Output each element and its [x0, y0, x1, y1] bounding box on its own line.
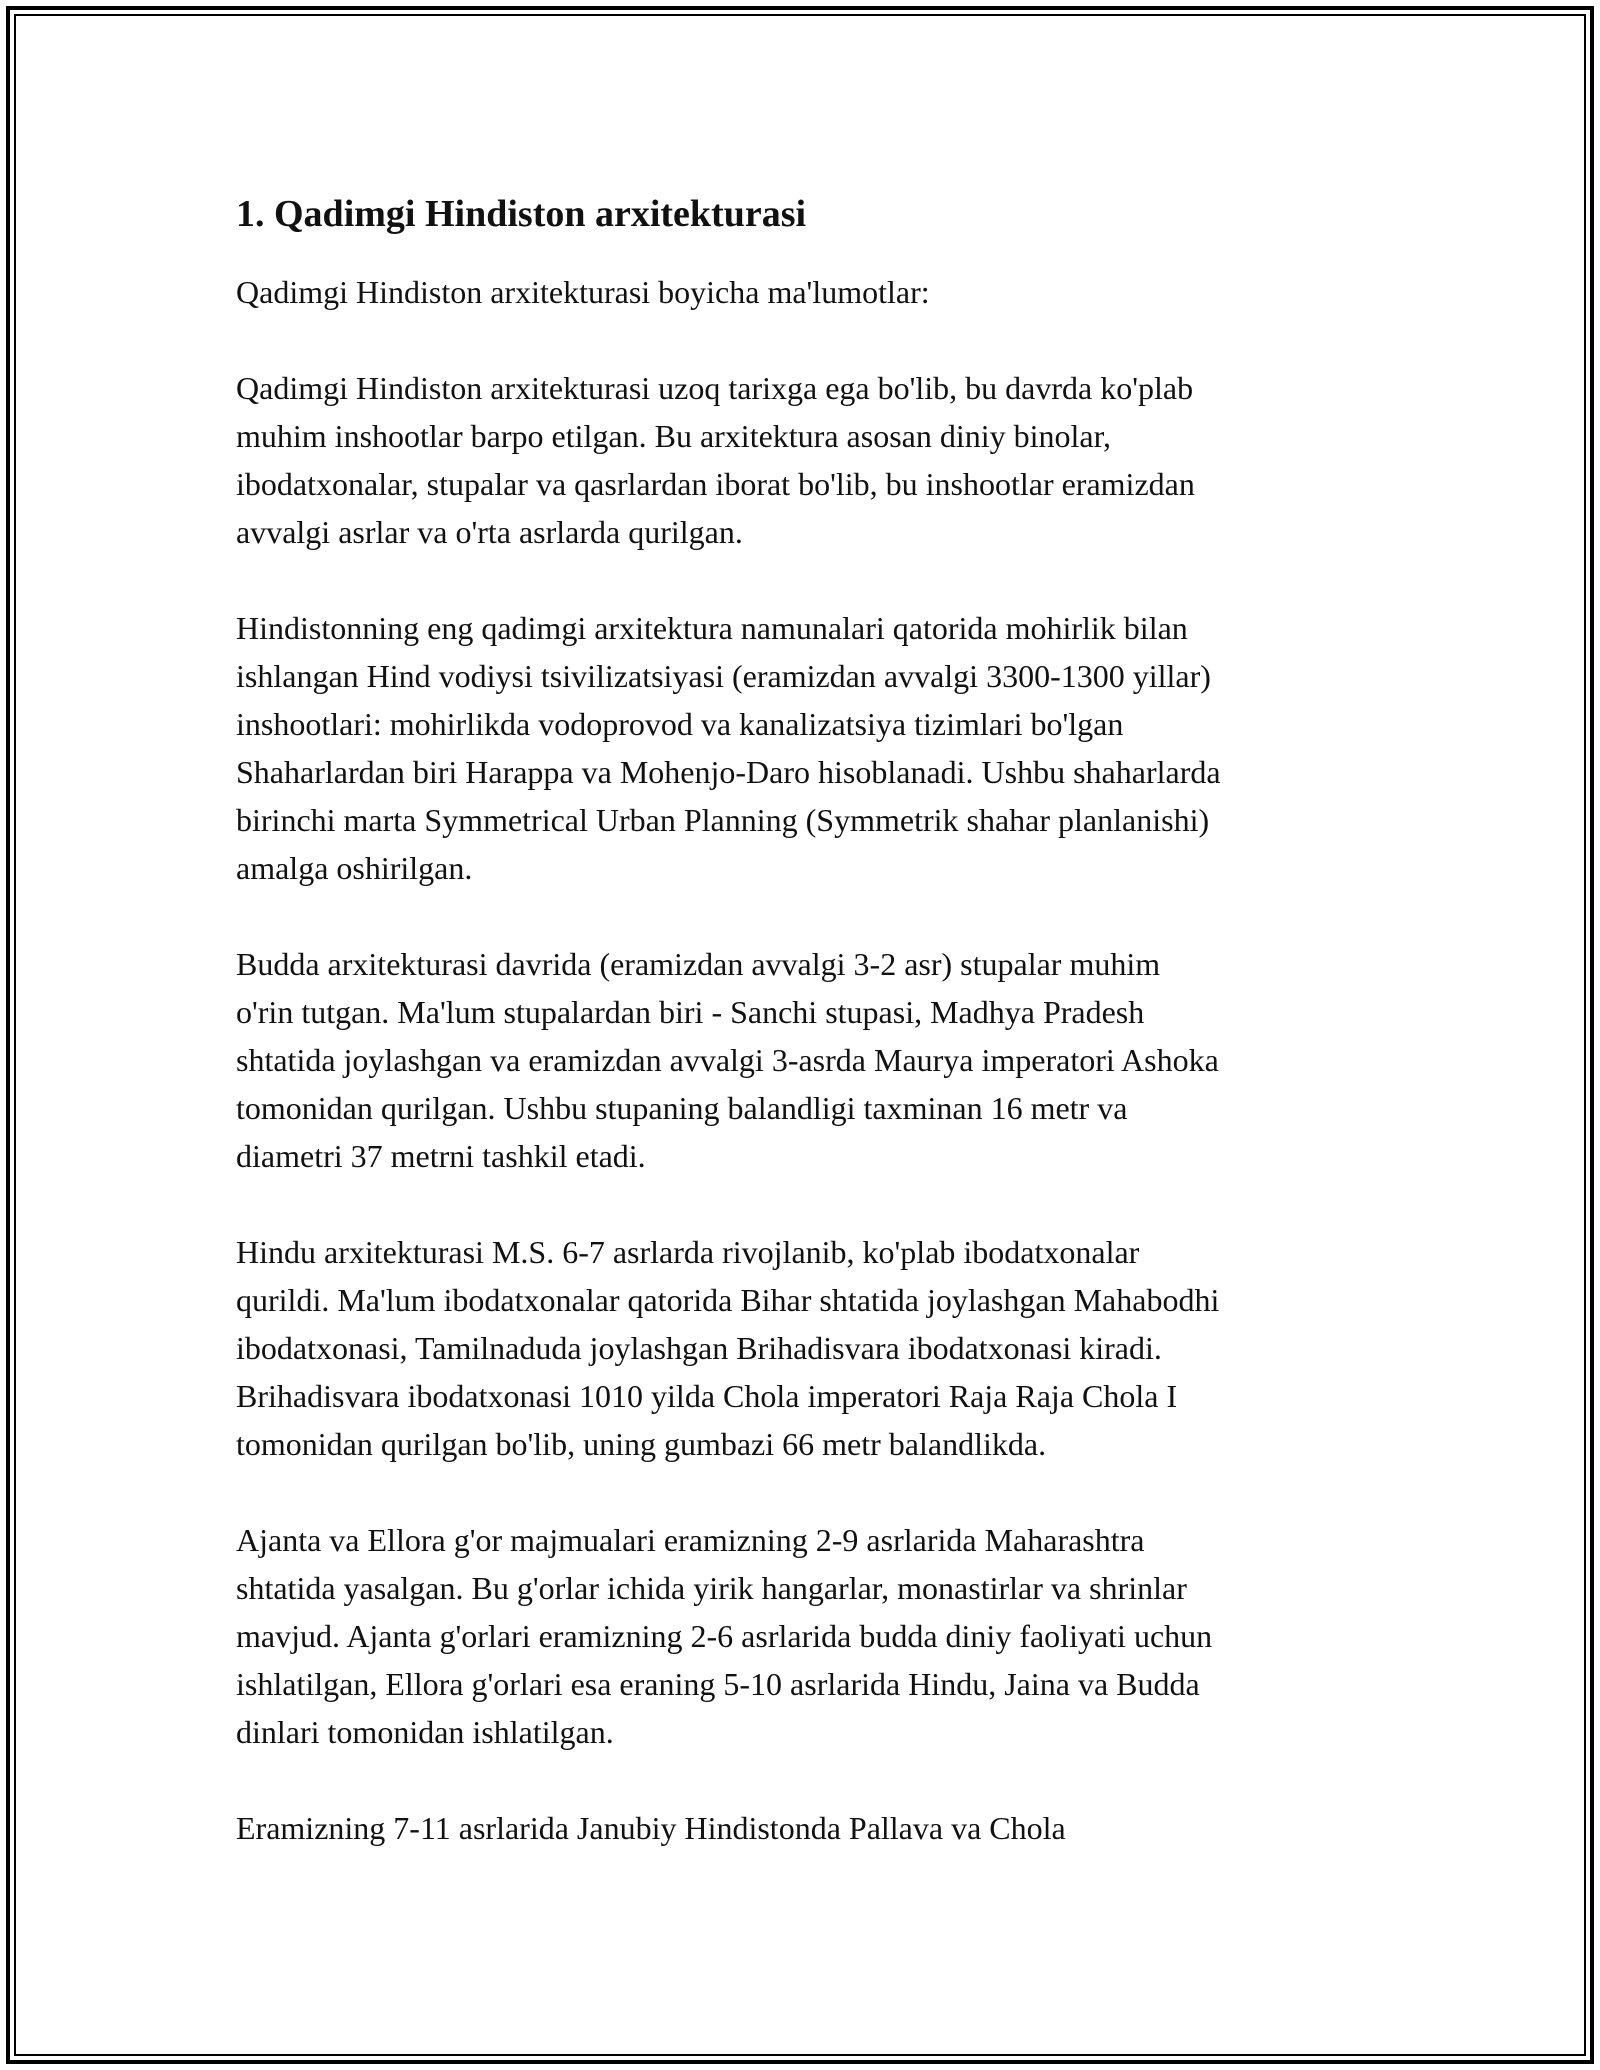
- paragraph-intro: Qadimgi Hindiston arxitekturasi boyicha ma'lumotlar:: [236, 274, 930, 310]
- document-title: 1. Qadimgi Hindiston arxitekturasi: [236, 193, 807, 235]
- paragraph-pallava-chola: Eramizning 7-11 asrlarida Janubiy Hindistonda Pallava va Chola: [236, 1810, 1066, 1846]
- paragraph-hindu-architecture: Hindu arxitekturasi M.S. 6-7 asrlarda rivojlanib, ko'plab ibodatxonalar qurildi. Ma'lum ibodatxonalar qatorida Bihar shtatida joylashgan Mahabodhi ibodatxonasi, Tamilnaduda joylashgan Brihadisvara ibodatxonasi kiradi. Brihadisvara ibodatxonasi 1010 yilda Chola imperatori Raja Raja Chola I tomonidan qurilgan bo'lib, uning gumbazi 66 metr balandlikda.: [236, 1234, 1220, 1462]
- document-body: [236, 188, 1386, 1900]
- paragraph-ajanta-ellora: Ajanta va Ellora g'or majmualari eramizning 2-9 asrlarida Maharashtra shtatida yasalgan. Bu g'orlar ichida yirik hangarlar, monastirlar va shrinlar mavjud. Ajanta g'orlari eramizning 2-6 asrlarida budda diniy faoliyati uchun ishlatilgan, Ellora g'orlari esa eraning 5-10 asrlarida Hindu, Jaina va Budda dinlari tomonidan ishlatilgan.: [236, 1522, 1213, 1750]
- paragraph-buddhist-architecture: Budda arxitekturasi davrida (eramizdan avvalgi 3-2 asr) stupalar muhim o'rin tutgan. Ma'lum stupalardan biri - Sanchi stupasi, Madhya Pradesh shtatida joylashgan va eramizdan avvalgi 3-asrda Maurya imperatori Ashoka tomonidan qurilgan. Ushbu stupaning balandligi taxminan 16 metr va diametri 37 metrni tashkil etadi.: [236, 946, 1219, 1174]
- paragraph-overview: Qadimgi Hindiston arxitekturasi uzoq tarixga ega bo'lib, bu davrda ko'plab muhim inshootlar barpo etilgan. Bu arxitektura asosan diniy binolar, ibodatxonalar, stupalar va qasrlardan iborat bo'lib, bu inshootlar eramizdan avvalgi asrlar va o'rta asrlarda qurilgan.: [236, 370, 1195, 550]
- paragraph-indus-valley: Hindistonning eng qadimgi arxitektura namunalari qatorida mohirlik bilan ishlangan Hind vodiysi tsivilizatsiyasi (eramizdan avvalgi 3300-1300 yillar) inshootlari: mohirlikda vodoprovod va kanalizatsiya tizimlari bo'lgan Shaharlardan biri Harappa va Mohenjo-Daro hisoblanadi. Ushbu shaharlarda birinchi marta Symmetrical Urban Planning (Symmetrik shahar planlanishi) amalga oshirilgan.: [236, 610, 1221, 886]
